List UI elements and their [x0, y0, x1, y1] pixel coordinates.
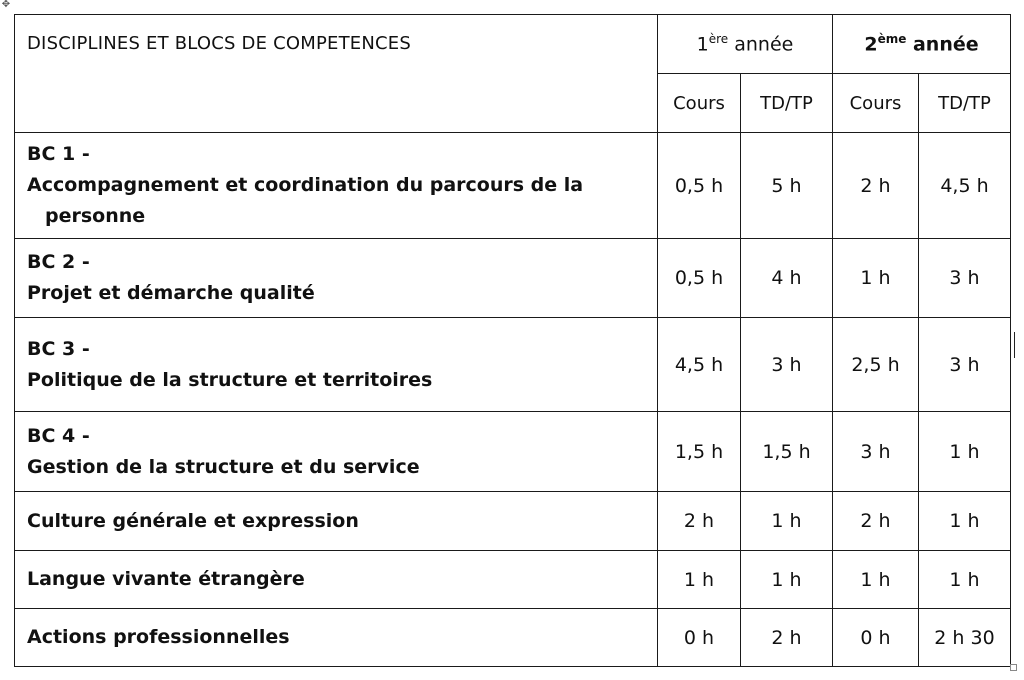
cell-value: 4 h — [741, 239, 833, 318]
cell-value: 3 h — [919, 239, 1011, 318]
cell-value: 3 h — [919, 318, 1011, 412]
table-row — [15, 412, 1011, 492]
cell-value: 1 h — [833, 551, 919, 609]
row-label-culture: Culture générale et expression — [15, 492, 658, 551]
row-label-actions: Actions professionnelles — [15, 609, 658, 667]
cell-value: 4,5 h — [919, 133, 1011, 239]
cell-value: 2 h 30 — [919, 609, 1011, 667]
cell-value: 1,5 h — [741, 412, 833, 492]
subheader-cours-2: Cours — [833, 74, 919, 133]
table-row — [15, 492, 1011, 551]
cell-value: 1 h — [833, 239, 919, 318]
cell-value: 0,5 h — [658, 133, 741, 239]
cell-value: 3 h — [741, 318, 833, 412]
subheader-tdtp-1: TD/TP — [741, 74, 833, 133]
cell-value: 1,5 h — [658, 412, 741, 492]
cell-value: 1 h — [741, 551, 833, 609]
cell-value: 2 h — [833, 133, 919, 239]
cell-value: 2,5 h — [833, 318, 919, 412]
hours-table — [14, 14, 1011, 667]
year2-header: 2ème année — [833, 15, 1011, 74]
row-label-bc3: BC 3 - Politique de la structure et territoires — [15, 318, 658, 412]
cell-value: 1 h — [919, 551, 1011, 609]
table-row — [15, 551, 1011, 609]
cell-value: 1 h — [919, 412, 1011, 492]
cell-value: 1 h — [919, 492, 1011, 551]
table-move-handle-icon[interactable]: ✥ — [1, 0, 11, 10]
table-row — [15, 609, 1011, 667]
subheader-tdtp-2: TD/TP — [919, 74, 1011, 133]
cell-value: 2 h — [833, 492, 919, 551]
year1-header: 1ère année — [658, 15, 833, 74]
row-label-langue: Langue vivante étrangère — [15, 551, 658, 609]
cell-value: 4,5 h — [658, 318, 741, 412]
cell-value: 1 h — [741, 492, 833, 551]
cell-value: 5 h — [741, 133, 833, 239]
table-title: DISCIPLINES ET BLOCS DE COMPETENCES — [15, 15, 658, 133]
table-row — [15, 239, 1011, 318]
subheader-cours-1: Cours — [658, 74, 741, 133]
row-label-bc2: BC 2 - Projet et démarche qualité — [15, 239, 658, 318]
cell-value: 2 h — [658, 492, 741, 551]
cell-value: 3 h — [833, 412, 919, 492]
row-label-bc1: BC 1 - Accompagnement et coordination du parcours de la personne — [15, 133, 658, 239]
cell-value: 0 h — [833, 609, 919, 667]
cell-value: 1 h — [658, 551, 741, 609]
table-row — [15, 133, 1011, 239]
cell-value: 0 h — [658, 609, 741, 667]
text-cursor — [1014, 332, 1015, 358]
table-resize-handle-icon[interactable] — [1010, 664, 1017, 671]
cell-value: 2 h — [741, 609, 833, 667]
cell-value: 0,5 h — [658, 239, 741, 318]
row-label-bc4: BC 4 - Gestion de la structure et du service — [15, 412, 658, 492]
table-row — [15, 318, 1011, 412]
